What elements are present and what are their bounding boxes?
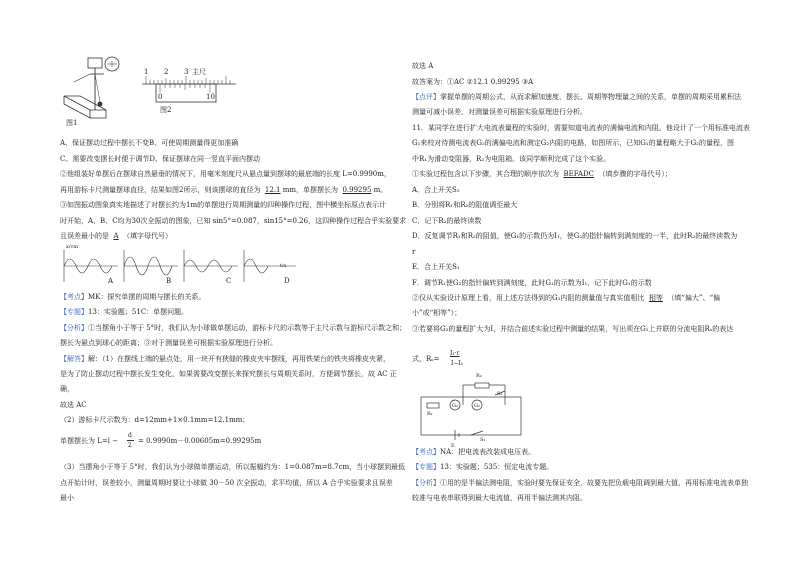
left-jieda-result: = 0.9990m－0.00605m=0.99295m (138, 437, 262, 445)
left-jieda-9: 最小 (60, 494, 74, 502)
right-zhuanti: 【专题】13：实验题；535：恒定电流专题。 (412, 463, 554, 471)
graph-axis-y: x/cm (66, 244, 79, 250)
graph-label-c: C (226, 277, 232, 285)
circuit-e: E (451, 443, 455, 449)
q11-step-a: A．合上开关S₂ (412, 186, 460, 194)
circuit-r2: R₂ (476, 373, 482, 379)
circuit-s2: S₂ (497, 391, 503, 397)
q11-step-d-r: r (412, 248, 416, 256)
right-line-2: 故答案为：①AC ②12.1 0.99295 ③A (412, 78, 534, 86)
left-jieda-1: 【解答】解：（1）在摆线上端的悬点处，用一块开有狭缝的橡皮夹牢摆线，再用铁架台的铁夹将橡皮夹紧， (60, 355, 390, 363)
step-3-line-2: 时开始，A、B、C均为30次全振动的图象，已知 sin5°=0.087，sin15°=0.26，这四种操作过程合乎实验要求 (60, 217, 407, 225)
left-jieda-8: 点开始计时，误差较小，测量周期时要让小球做 30－50 次全振动，求平均值，所以 A 合乎实验要求且误差 (60, 479, 393, 487)
circuit-s1: S₁ (480, 437, 486, 443)
step-2-line-2: 再用游标卡尺测量摆球直径，结果如图2所示，则该摆球的直径为 12.1 mm，单摆摆长为 0.99295 m。 (60, 186, 388, 194)
q11-part-2: ②仅从实验设计原理上看，用上述方法得到的G₂内阻的测量值与真实值相比 相等 （填“偏大”、“偏 (412, 294, 721, 302)
left-kaodian: 【考点】MK：探究单摆的周期与摆长的关系。 (60, 293, 206, 301)
vernier-tick-10: 10 (206, 93, 215, 101)
q11-part-3: ③若要将G₂的量程扩大为I，并结合前述实验过程中测量的结果，写出须在G₂上并联的分流电阻Rₛ的表达 (412, 325, 734, 333)
left-jieda-3: 确， (60, 385, 74, 393)
q11-line-1: 11．某同学在进行扩大电流表量程的实验时，需要知道电流表的满偏电流和内阻。他设计了一个用标准电流表 (412, 124, 750, 132)
length-answer: 0.99295 (342, 186, 372, 194)
oscillation-graphs (60, 246, 300, 286)
option-line-cd: C、需要改变摆长时便于调节D、保证摆球在同一竖直平面内摆动 (60, 155, 260, 163)
right-line-1: 故选 A (412, 62, 434, 70)
q11-line-2: G₁来校对待测电流表G₂的满偏电流和测定G₂内阻的电路，如图所示，已知G₁的量程略大于G₂的量程，图 (412, 139, 734, 147)
vernier-tick-0: 0 (158, 93, 163, 101)
ruler-unit: 主尺 (192, 68, 206, 76)
right-fenxi-2: 较准与电表串联得到最大电流值，再用半偏法测其内阻。 (412, 494, 587, 502)
step-3-line-1: ③如图振动图象真实地描述了对摆长约为1m的单摆进行周期测量的四种操作过程，图中横坐标原点表示计 (60, 201, 387, 209)
left-fenxi-1: 【分析】①当摆角小于等于 5°时，我们认为小球做单摆运动，游标卡尺的示数等于主尺示数与游标尺示数之和； (60, 324, 407, 332)
graph-label-a: A (108, 277, 114, 285)
pendulum-apparatus-figure (60, 52, 150, 122)
left-jieda-2: 是为了防止摆动过程中摆长发生变化，如果需要改变摆长来探究摆长与周期关系时，方便调节摆长，故 AC 正 (60, 370, 397, 378)
option-line-ab: A、保证摆动过程中摆长不变B、可使周期测量得更加准确 (60, 139, 239, 147)
q11-line-3: 中R₁为滑动变阻器，R₂为电阻箱。该同学顺利完成了这个实验。 (412, 155, 611, 163)
graph-label-b: B (166, 277, 172, 285)
left-jieda-7: （3）当摆角小于等于 5°时，我们认为小球做单摆运动，所以振幅约为：1=0.087m=8.7cm，当小球摆到最低 (60, 463, 406, 471)
rs-numerator: I₁·r (450, 350, 460, 357)
diameter-answer: 12.1 (264, 186, 281, 194)
q11-step-b: B．分别将R₁和R₂的阻值调至最大 (412, 201, 518, 209)
right-fenxi-1: 【分析】①用的是半偏法测电阻，实验时要先保证安全，故要先把负载电阻调到最大值，再用标准电流表单独 (412, 479, 748, 487)
circuit-g2: G₂ (474, 403, 480, 409)
choice-answer: A (113, 232, 119, 240)
formula-frac-top: d (128, 432, 132, 439)
step-3-line-3: 且误差最小的是 A （填字母代号） (60, 232, 172, 240)
circuit-r1: R₁ (427, 411, 433, 417)
graph-label-d: D (284, 277, 290, 285)
left-jieda-6: 单摆摆长为 L=l − (60, 437, 119, 445)
q11-step-c: C．记下R₂的最终读数 (412, 217, 482, 225)
left-fenxi-2: 摆长为悬点到球心的距离；③对于测量误差可根据实验原理进行分析。 (60, 339, 277, 347)
ruler-tick-1: 1 (144, 68, 149, 76)
ruler-tick-3: 3 (184, 68, 189, 76)
left-jieda-5: （2）游标卡尺示数为：d=12mm+1×0.1mm=12.1mm； (60, 416, 250, 424)
figure-2-label: 图2 (160, 106, 172, 114)
right-kaodian: 【考点】NA：把电流表改装成电压表。 (412, 448, 536, 456)
q11-step-e: E．合上开关S₁ (412, 263, 460, 271)
rs-denominator: I−I₁ (451, 360, 464, 367)
ruler-tick-2: 2 (164, 68, 169, 76)
q11-step-f: F．调节R₁使G₂的指针偏转到满刻度，此时G₁的示数为I₁，记下此时G₁的示数 (412, 279, 652, 287)
formula-frac-bot: 2 (128, 442, 132, 449)
circuit-g1: G₁ (452, 403, 458, 409)
step-2-line-1: ②他组装好单摆后在摆球自然悬垂的情况下，用毫米刻度尺从悬点量到摆球的最底端的长度 L=0.9990m， (60, 170, 391, 178)
figure-1-label: 图1 (66, 119, 78, 127)
right-dianping-2: 测量可减小误差，对测量误差可根据实验原理进行分析。 (412, 108, 587, 116)
vernier-caliper-figure (140, 70, 240, 120)
q11-rs-label: 式，Rₛ= (412, 355, 440, 363)
q11-part-2b: 小”或“相等”）； (412, 309, 462, 317)
compare-answer: 相等 (648, 294, 663, 302)
left-zhuanti: 【专题】13：实验题；51C：单摆问题。 (60, 308, 189, 316)
graph-axis-x: t/s (280, 263, 287, 269)
right-dianping-1: 【点评】掌握单摆的周期公式，从而求解加速度，摆长、周期等物理量之间的关系，单摆的周期采用累积法 (412, 93, 741, 101)
left-jieda-4: 故选 AC (60, 401, 87, 409)
q11-line-4: ①实验过程包含以下步骤，其合理的顺序依次为 BEFADC （填步骤的字母代号）； (412, 170, 672, 178)
order-answer: BEFADC (563, 170, 594, 178)
q11-step-d: D．反复调节R₁和R₂的阻值，使G₁的示数仍为I₁，使G₂的指针偏转到满刻度的一半，此时R₂的最终读数为 (412, 232, 738, 240)
